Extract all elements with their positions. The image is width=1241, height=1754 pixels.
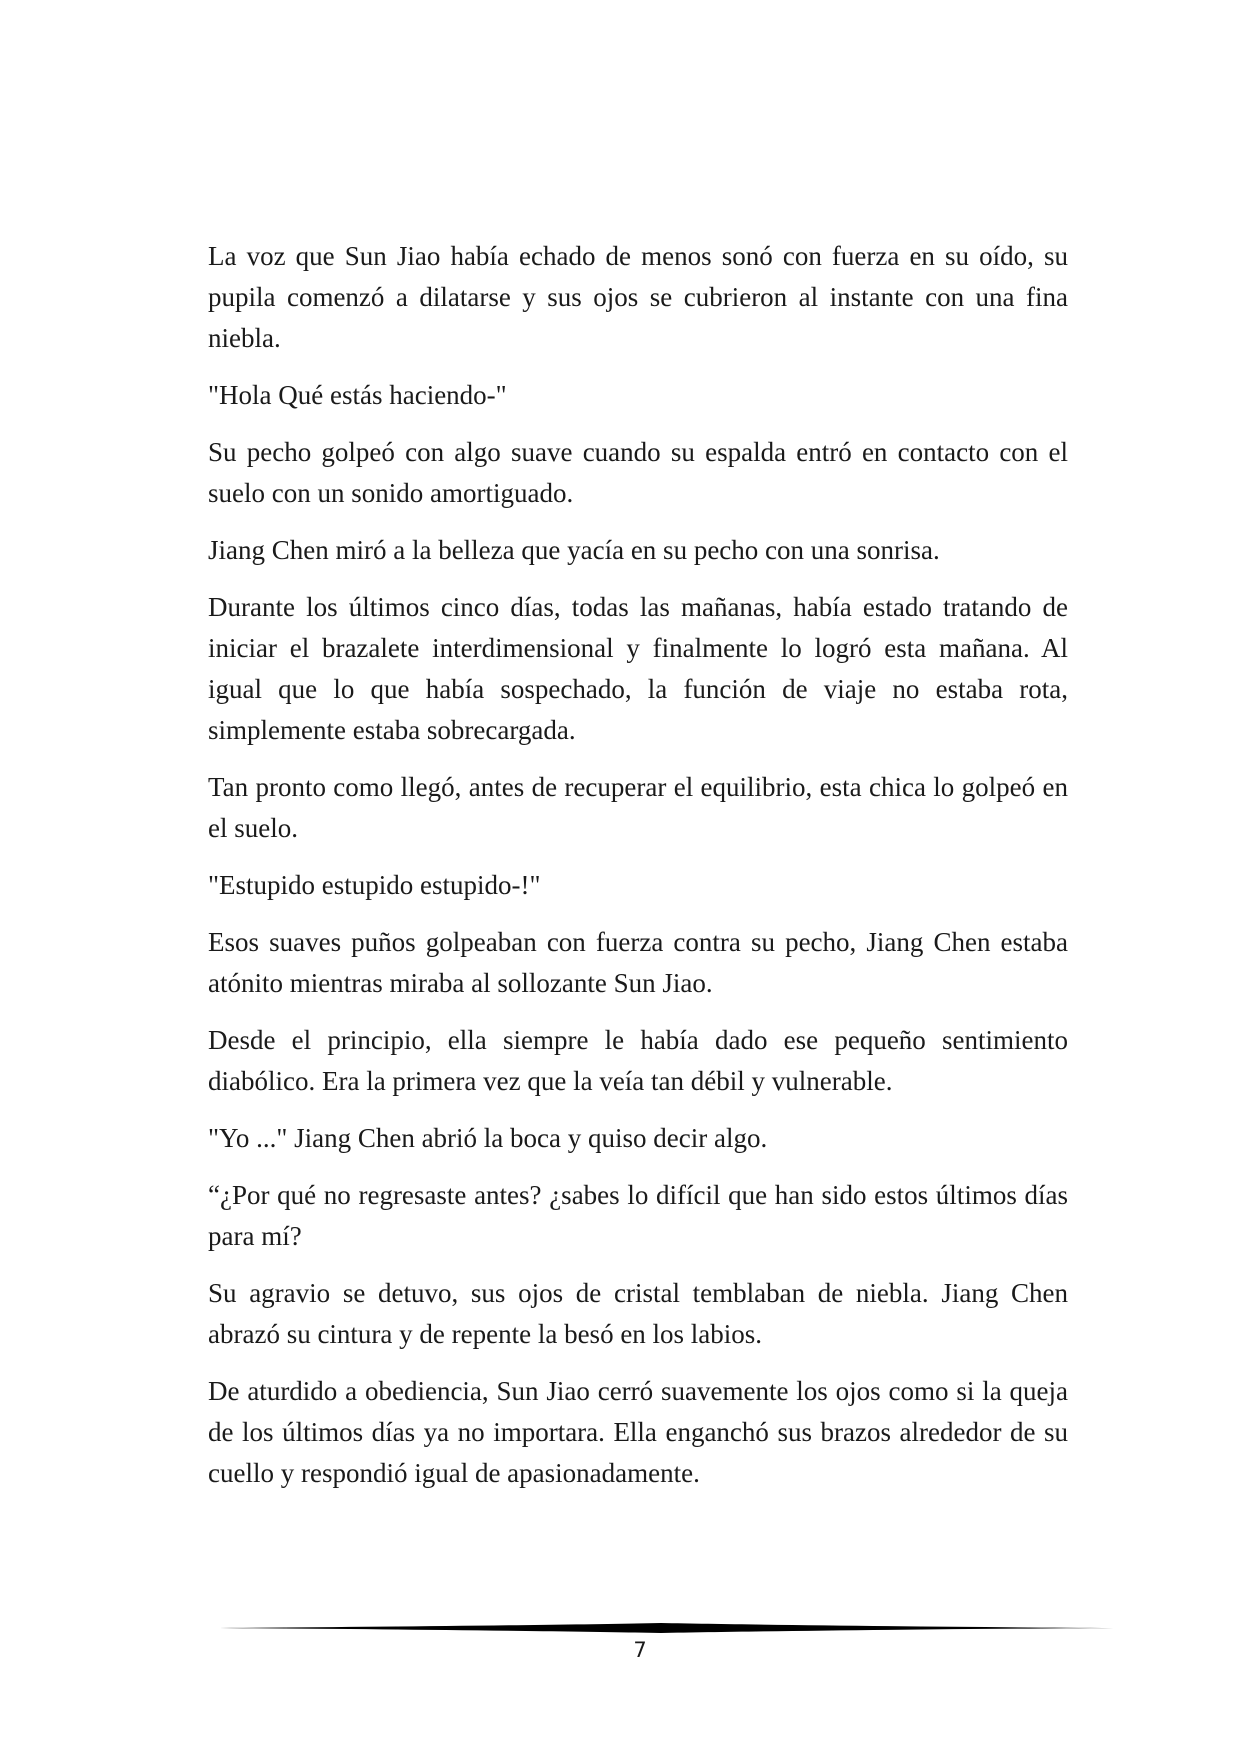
paragraph: "Hola Qué estás haciendo-" [208,380,507,410]
footer-rule [208,1622,1114,1634]
paragraph: "Yo ..." Jiang Chen abrió la boca y quiso decir algo. [208,1123,768,1153]
paragraph: Jiang Chen miró a la belleza que yacía en su pecho con una sonrisa. [208,535,940,565]
paragraph: Durante los últimos cinco días, todas las mañanas, había estado tratando de iniciar el brazalete interdimensional y finalmente lo logró esta mañana. Al igual que lo que había sospechado, la función de viaje no estaba rota, simplemente estaba sobrecargada. [208,592,1068,745]
body-text [208,236,1068,1510]
paragraph: "Estupido estupido estupido-!" [208,870,541,900]
paragraph: Desde el principio, ella siempre le había dado ese pequeño sentimiento diabólico. Era la primera vez que la veía tan débil y vulnerable. [208,1025,1068,1096]
paragraph: Su pecho golpeó con algo suave cuando su espalda entró en contacto con el suelo con un sonido amortiguado. [208,437,1068,508]
paragraph: Tan pronto como llegó, antes de recuperar el equilibrio, esta chica lo golpeó en el suelo. [208,772,1068,843]
page-number: 7 [633,1638,647,1662]
paragraph: De aturdido a obediencia, Sun Jiao cerró suavemente los ojos como si la queja de los últimos días ya no importara. Ella enganchó sus brazos alrededor de su cuello y respondió igual de apasionadamente. [208,1376,1068,1488]
paragraph: “¿Por qué no regresaste antes? ¿sabes lo difícil que han sido estos últimos días para mí? [208,1180,1068,1251]
paragraph: Esos suaves puños golpeaban con fuerza contra su pecho, Jiang Chen estaba atónito mientras miraba al sollozante Sun Jiao. [208,927,1068,998]
paragraph: Su agravio se detuvo, sus ojos de cristal temblaban de niebla. Jiang Chen abrazó su cintura y de repente la besó en los labios. [208,1278,1068,1349]
paragraph: La voz que Sun Jiao había echado de menos sonó con fuerza en su oído, su pupila comenzó a dilatarse y sus ojos se cubrieron al instante con una fina niebla. [208,241,1068,353]
